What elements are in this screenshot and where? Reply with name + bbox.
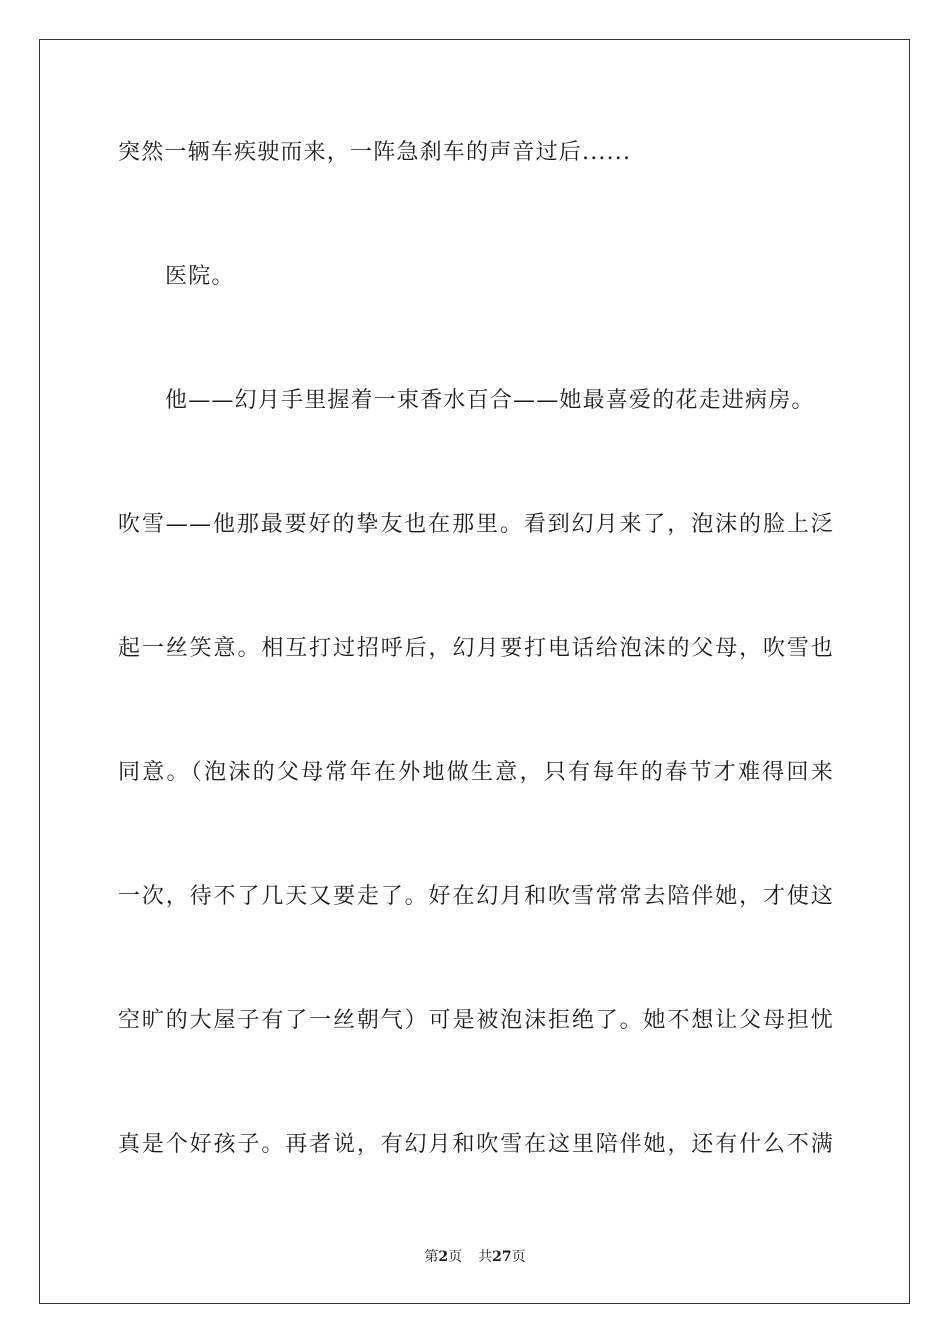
- page-prefix: 第: [424, 1249, 439, 1265]
- text-line-9: 真是个好孩子。再者说，有幻月和吹雪在这里陪伴她，还有什么不满: [118, 1132, 834, 1157]
- total-suffix: 页: [511, 1249, 526, 1265]
- text-line-4: 吹雪——他那最要好的挚友也在那里。看到幻月来了，泡沫的脸上泛: [118, 512, 834, 537]
- page-suffix: 页: [448, 1249, 463, 1265]
- text-line-2: 医院。: [165, 264, 235, 289]
- page-number: 2: [438, 1249, 449, 1265]
- text-line-7: 一次，待不了几天又要走了。好在幻月和吹雪常常去陪伴她，才使这: [118, 884, 834, 909]
- total-prefix: 共: [478, 1249, 493, 1265]
- text-line-1: 突然一辆车疾驶而来，一阵急刹车的声音过后......: [118, 140, 632, 165]
- text-line-3: 他——幻月手里握着一束香水百合——她最喜爱的花走进病房。: [165, 388, 815, 413]
- text-line-5: 起一丝笑意。相互打过招呼后，幻月要打电话给泡沫的父母，吹雪也: [118, 636, 834, 661]
- total-pages: 27: [492, 1249, 512, 1265]
- text-line-8: 空旷的大屋子有了一丝朝气）可是被泡沫拒绝了。她不想让父母担忧: [118, 1008, 834, 1033]
- text-line-6: 同意。（泡沫的父母常年在外地做生意，只有每年的春节才难得回来: [118, 760, 834, 785]
- page-footer: [0, 1248, 950, 1266]
- page-border: [39, 39, 910, 1304]
